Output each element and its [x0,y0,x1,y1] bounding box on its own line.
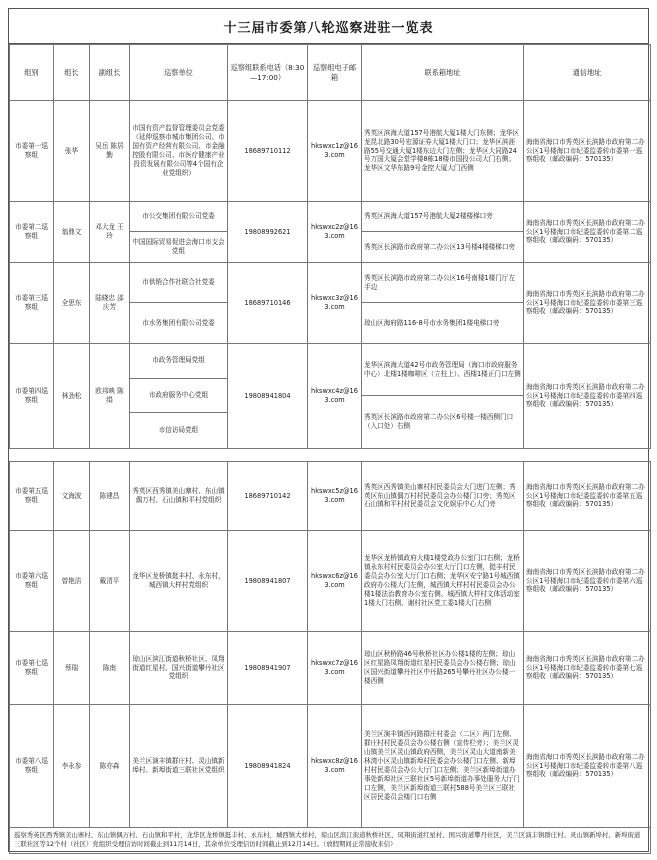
header-group: 组别 [10,45,54,101]
leader-name: 李永参 [54,705,90,828]
header-row [10,45,651,101]
mailbox-cell [362,101,524,202]
inspected-unit: 秀英区西秀镇美山寨村、东山镇偶万村、石山镇和平村党组织 [132,487,225,504]
mailbox-cell [362,202,524,263]
group-name: 市委第三巡察组 [10,263,54,344]
mailbox-cell [362,344,524,449]
header-postal: 通信地址 [524,45,651,101]
leader-name: 林劲松 [54,344,90,449]
group-name: 市委第八巡察组 [10,705,54,828]
unit-cell [130,344,228,449]
inspection-schedule-sheet [8,8,649,852]
mailbox-cell [362,462,524,531]
mailbox-address: 秀英区长滨路市政府第二办公区6号楼一楼西侧门口（入口处）右侧 [364,413,514,430]
header-phone: 巡察组联系电话（8:30—17:00） [228,45,308,101]
unit-cell [130,263,228,344]
group-name: 市委第六巡察组 [10,531,54,632]
phone-number: 19808941804 [228,344,308,449]
leader-name: 翁鼎文 [54,202,90,263]
mailbox-address: 秀英区滨海大道157号港航大厦2楼楼梯口旁 [362,202,523,232]
phone-number: 18689710142 [228,462,308,531]
group-name: 市委第四巡察组 [10,344,54,449]
leader-name: 张华 [54,101,90,202]
unit-cell [130,101,228,202]
postal-address: 海南省海口市秀英区长滨路市政府第二办公区1号楼海口市纪委监委转市委第四巡察组收（邮政编码：570135） [524,344,651,449]
leader-name: 曾艳洁 [54,531,90,632]
mailbox-cell [362,263,524,344]
mailbox-address: 龙华区龙桥镇政府大楼1楼党政办公室门口右侧；龙桥镇永东村村民委员会办公室大厅门口左侧，挺丰村民委员会办公室大厅门口右侧；龙华区安宁路1号城西镇政府办公楼大门左侧，城西镇大样村村民委员会办公楼1楼法治教育办公室右侧、城西镇大样村文体活动室1楼大门右侧、谢村社区党工委1楼大门右侧 [364,554,520,607]
deputy-name: 邓大龙 王玲 [90,202,130,263]
unit-cell [130,462,228,531]
deputy-name: 陆晓忠 邵庆芳 [90,263,130,344]
table-row [10,705,651,828]
footnote: 巡察秀英区西秀镇美山寨村、东山镇偶万村、石山镇和平村，龙华区龙桥镇挺丰村、永东村，城西镇大样村，琼山区滨江街道秋桥社区、凤翔街道红星村、国兴街道攀丹社区，美兰区演丰镇群庄村、灵山镇新埠村、新埠街道三联社区等12个村（社区）党组织受理信访时间截止到11月14日，其余单位受理信访时间截止到12月14日。（放假期间正常接收来信） [10,828,651,854]
mailbox-address: 秀英区长滨路市政府第二办公区16号南楼1楼门厅左手边 [362,263,523,303]
mailbox-address: 龙华区滨海大道42号市政务管理局（海口市政府服务中心）北楼1楼咖啡区（立柱上）、西楼1楼正门口左侧 [362,344,523,396]
group-name: 市委第二巡察组 [10,202,54,263]
header-unit: 巡察单位 [130,45,228,101]
inspected-unit: 市政务管理局党组 [130,344,227,379]
table-row [10,462,651,531]
table-row [10,531,651,632]
inspected-unit: 市水务集团有限公司党委 [142,318,215,327]
unit-cell [130,632,228,705]
email-address: hkswxc6z@163.com [308,531,362,632]
mailbox-cell [362,632,524,705]
inspection-table [9,44,651,854]
deputy-name: 陈亦森 [90,705,130,828]
deputy-name: 吴岳 陈居勤 [90,101,130,202]
inspected-unit: 市信访局党组 [158,426,199,435]
table-row [10,344,651,449]
email-address: hkswxc5z@163.com [308,462,362,531]
mailbox-address: 美兰区演丰镇西河路群庄村委会（二区）两门左侧、群庄村村民委员会办公楼右侧（宣传栏旁）；美兰区灵山镇美兰区灵山镇政府西侧，美兰区灵山大道南新美林湾小区灵山镇新埠村民委会办公楼门口左侧、新埠村村民委员会办公大厅门口左侧；美兰区新埠街道办事处新埠社区三联社区5号新埠街道办事处服务大厅门口左侧，美兰区新埠街道三联村588号美兰区三联社区居民委员会楼门口右侧 [364,730,520,801]
postal-address: 海南省海口市秀英区长滨路市政府第二办公区1号楼海口市纪委监委转市委第五巡察组收（邮政编码：570135） [524,462,651,531]
inspected-unit: 市供销合作社联合社党委 [130,263,227,303]
header-deputy: 副组长 [90,45,130,101]
postal-address: 海南省海口市秀英区长滨路市政府第二办公区1号楼海口市纪委监委转市委第八巡察组收（邮政编码：570135） [524,705,651,828]
postal-address: 海南省海口市秀英区长滨路市政府第二办公区1号楼海口市纪委监委转市委第二巡察组收（邮政编码：570135） [524,202,651,263]
table-row [10,202,651,263]
email-address: hkswxc2z@163.com [308,202,362,263]
postal-address: 海南省海口市秀英区长滨路市政府第二办公区1号楼海口市纪委监委转市委第六巡察组收（邮政编码：570135） [524,531,651,632]
table-row [10,632,651,705]
phone-number: 19808941907 [228,632,308,705]
inspected-unit: 龙华区龙桥镇挺丰村、永东村，城西镇大样村党组织 [132,572,225,589]
email-address: hkswxc7z@163.com [308,632,362,705]
postal-address: 海南省海口市秀英区长滨路市政府第二办公区1号楼海口市纪委监委转市委第三巡察组收（邮政编码：570135） [524,263,651,344]
header-mailbox: 联系箱地址 [362,45,524,101]
email-address: hkswxc4z@163.com [308,344,362,449]
mailbox-address: 秀英区西秀镇美山寨村村民委员会大门进门左侧；秀英区东山镇偶万村村民委员会办公楼门口旁；秀英区石山镇和平村村民委员会文化娱乐中心大门旁 [364,482,516,509]
email-address: hkswxc8z@163.com [308,705,362,828]
postal-address: 海南省海口市秀英区长滨路市政府第二办公区1号楼海口市纪委监委转市委第一巡察组收（邮政编码：570135） [524,101,651,202]
unit-cell [130,531,228,632]
phone-number: 19808941807 [228,531,308,632]
mailbox-cell [362,531,524,632]
leader-name: 蔡瑞 [54,632,90,705]
deputy-name: 陈南 [90,632,130,705]
separator-cell [10,449,651,462]
inspected-unit: 市公交集团有限公司党委 [130,202,227,232]
inspected-unit: 中国国际贸易促进会海口市支会党组 [132,238,225,255]
email-address: hkswxc3z@163.com [308,263,362,344]
note-row [10,828,651,854]
page-title: 十三届市委第八轮巡察进驻一览表 [9,9,648,44]
phone-number: 18689710146 [228,263,308,344]
mailbox-address: 琼山区秋桥路46号秋桥社区办公楼1楼的左侧；琼山区红星路凤翔街道红星村民委员会办公楼右侧；琼山区国兴街道攀丹社区中丹路265号攀丹社区办公楼一楼西侧 [364,650,516,685]
table-row [10,101,651,202]
mailbox-address: 琼山区海府路116-8号市水务集团1楼电梯口旁 [364,318,500,327]
leader-name: 全思东 [54,263,90,344]
inspected-unit: 市国有资产监督管理委员会党委（延伸巡察市城市集团公司、市国有资产经营有限公司、市金融控股有限公司、市医疗健康产业投资发展有限公司等4个国有企业党组织） [132,124,225,177]
group-name: 市委第五巡察组 [10,462,54,531]
phone-number: 18689710112 [228,101,308,202]
phone-number: 19808992621 [228,202,308,263]
header-email: 巡察组电子邮箱 [308,45,362,101]
header-leader: 组长 [54,45,90,101]
leader-name: 文海波 [54,462,90,531]
inspected-unit: 市政府服务中心党组 [130,379,227,414]
section-separator [10,449,651,462]
inspected-unit: 美兰区演丰镇群庄村、灵山镇新埠村、新埠街道三联社区党组织 [132,757,225,774]
deputy-name: 戴清平 [90,531,130,632]
phone-number: 19808941824 [228,705,308,828]
group-name: 市委第一巡察组 [10,101,54,202]
deputy-name: 陈建昌 [90,462,130,531]
mailbox-address: 秀英区滨海大道157号港航大厦1楼大门东侧；龙华区龙昆北路30号宏源证券大厦1楼大门口；龙华区滨涯路55号交通大厦1楼东边大门左侧；龙华区大同路24号万国大厦会堂学楼8栋18楼市国投公司大门右侧；龙华区文华东路9号金控大厦大门西侧 [364,128,520,173]
table-row [10,263,651,344]
mailbox-cell [362,705,524,828]
postal-address: 海南省海口市秀英区长滨路市政府第二办公区1号楼海口市纪委监委转市委第七巡察组收（邮政编码：570135） [524,632,651,705]
mailbox-address: 秀英区长滨路市政府第二办公区13号楼4楼楼梯口旁 [364,242,516,251]
unit-cell [130,705,228,828]
inspected-unit: 琼山区滨江街道秋桥社区、凤翔街道红星村、国兴街道攀丹社区党组织 [132,654,225,681]
unit-cell [130,202,228,263]
deputy-name: 欧邦映 陈绢 [90,344,130,449]
email-address: hkswxc1z@163.com [308,101,362,202]
group-name: 市委第七巡察组 [10,632,54,705]
